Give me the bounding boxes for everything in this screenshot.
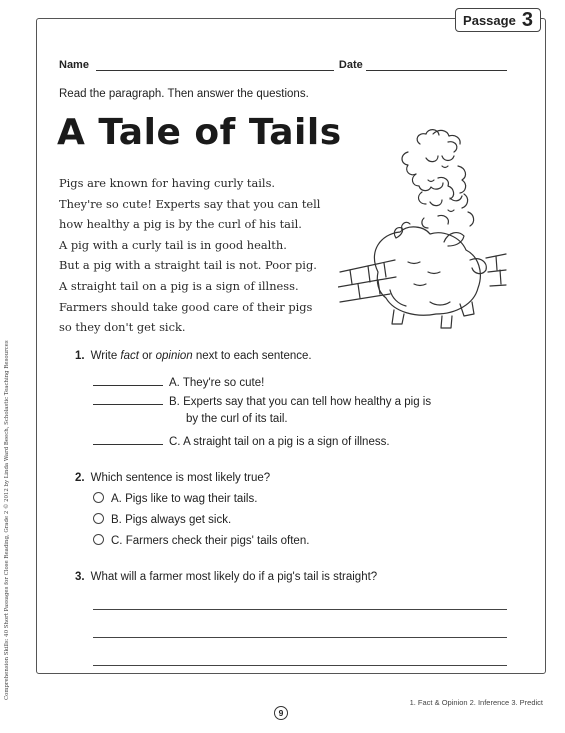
answer-blank-c[interactable] [93, 433, 163, 445]
question-1-word-fact: fact [120, 350, 139, 362]
date-field[interactable] [366, 58, 507, 71]
item-text: A straight tail on a pig is a sign of illness. [183, 436, 390, 448]
option-letter: C. [111, 535, 123, 547]
skills-list: 1. Fact & Opinion 2. Inference 3. Predict [409, 698, 543, 707]
answer-line[interactable] [93, 665, 507, 666]
question-1-prompt-or: or [138, 350, 156, 362]
item-letter: B. [169, 396, 180, 408]
copyright-credit: Comprehension Skills: 40 Short Passages for Close Reading, Grade 2 © 2012 by Linda Ward Beech, Scholastic Teaching Resources [4, 340, 10, 700]
pig-body-illustration [374, 222, 486, 328]
paragraph-line: so they don't get sick. [59, 320, 186, 335]
question-2-number: 2. [75, 472, 85, 484]
question-2-prompt: Which sentence is most likely true? [90, 472, 271, 484]
instructions: Read the paragraph. Then answer the questions. [59, 88, 309, 100]
question-1-item-b [93, 393, 431, 408]
question-1-item-c [93, 433, 390, 448]
paragraph-line: But a pig with a straight tail is not. Poor pig. [59, 258, 317, 273]
question-1-number: 1. [75, 350, 85, 362]
question-2-option-b[interactable] [93, 513, 231, 526]
name-date-row [59, 58, 507, 71]
radio-button[interactable] [93, 492, 104, 503]
radio-button[interactable] [93, 534, 104, 545]
passage-title: A Tale of Tails [57, 112, 342, 153]
question-1-item-a [93, 374, 264, 389]
question-2 [75, 472, 270, 484]
paragraph-line: Farmers should take good care of their pigs [59, 299, 313, 314]
answer-blank-b[interactable] [93, 393, 163, 405]
option-text: Farmers check their pigs' tails often. [125, 535, 310, 547]
answer-blank-a[interactable] [93, 374, 163, 386]
name-label: Name [59, 59, 89, 71]
question-3 [75, 571, 377, 583]
question-3-prompt: What will a farmer most likely do if a pig's tail is straight? [90, 571, 378, 583]
page-number: 9 [274, 706, 288, 720]
item-letter: A. [169, 377, 180, 389]
item-text: Experts say that you can tell how healthy a pig is [183, 396, 432, 408]
item-text: They're so cute! [182, 377, 265, 389]
option-letter: B. [111, 514, 122, 526]
paragraph-line: They're so cute! Experts say that you can tell [59, 196, 321, 211]
question-1-word-opinion: opinion [155, 350, 193, 362]
passage-label: Passage [463, 12, 516, 28]
item-letter: C. [169, 436, 181, 448]
question-1-item-b-continued: by the curl of its tail. [186, 413, 288, 425]
question-1-prompt-start: Write [90, 350, 121, 362]
date-label: Date [338, 59, 363, 71]
question-2-option-a[interactable] [93, 492, 257, 505]
question-3-number: 3. [75, 571, 85, 583]
radio-button[interactable] [93, 513, 104, 524]
option-text: Pigs like to wag their tails. [125, 493, 258, 505]
option-text: Pigs always get sick. [125, 514, 232, 526]
answer-line[interactable] [93, 609, 507, 610]
question-1 [75, 350, 312, 362]
question-2-option-c[interactable] [93, 534, 309, 547]
passage-badge [455, 8, 541, 32]
bush-illustration [402, 130, 474, 228]
name-field[interactable] [96, 58, 334, 71]
question-1-prompt-end: next to each sentence. [192, 350, 312, 362]
option-letter: A. [111, 493, 122, 505]
reading-paragraph [59, 173, 349, 338]
pig-illustration [338, 122, 508, 337]
paragraph-line: A straight tail on a pig is a sign of illness. [59, 278, 299, 293]
answer-line[interactable] [93, 637, 507, 638]
passage-number: 3 [521, 9, 533, 31]
paragraph-line: A pig with a curly tail is in good health. [59, 237, 287, 252]
paragraph-line: how healthy a pig is by the curl of his tail. [59, 217, 302, 232]
paragraph-line: Pigs are known for having curly tails. [59, 176, 276, 190]
